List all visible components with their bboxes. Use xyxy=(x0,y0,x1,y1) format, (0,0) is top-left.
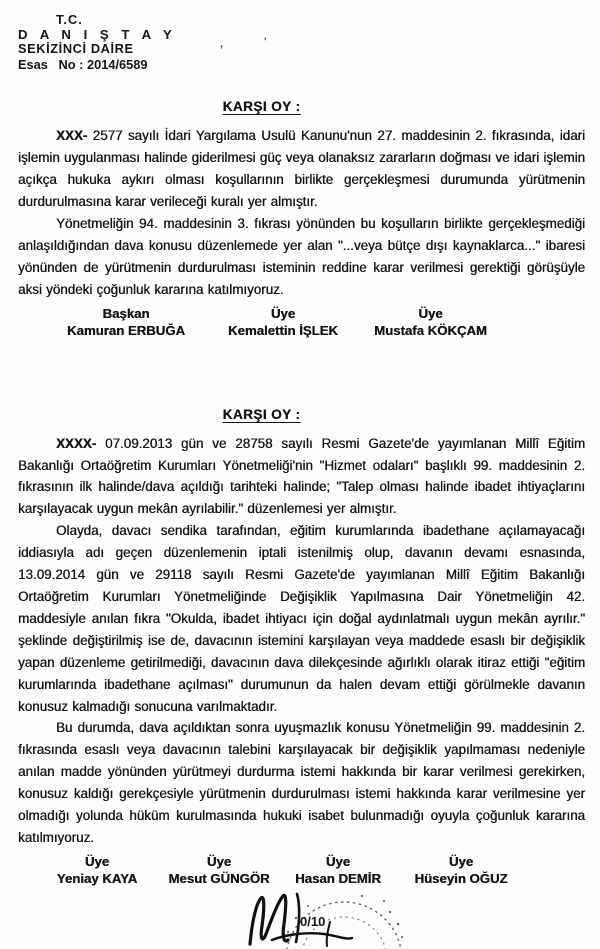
dissent-2-title: KARŞI OY : xyxy=(222,406,301,422)
dissent-2-paragraph xyxy=(18,433,585,521)
paragraph-text: Bu durumda, dava açıldıktan sonra uyuşmazlık konusu Yönetmeliğin 99. maddesinin 2. fıkrasında esaslı veya davacının talebini karşılayacak bir değişiklik yapılmaması nedeniyle anılan madde yönünden yürütmeyi durdurma istemi hakkında bir karar verilmesi gerekirken, konusuz kaldığı gerekçesiyle yürütmenin durdurulması istemi hakkında karar verilmesine yer olmadığı yolunda hüküm kurulmasında hukuki isabet bulunmadığı oyuyla çoğunluk kararına katılmıyoruz. xyxy=(18,720,585,845)
signature-block xyxy=(27,853,167,888)
signer-role: Üye xyxy=(84,853,110,869)
letterhead-court-name: D A N I Ş T A Y xyxy=(18,26,177,42)
signature-block xyxy=(36,305,216,340)
letterhead-tc: T.C. xyxy=(56,12,83,27)
scan-artifact: ' xyxy=(264,36,267,48)
signer-name: Mesut GÜNGÖR xyxy=(168,871,270,887)
signer-role: Üye xyxy=(270,305,296,321)
paragraph-text: 2577 sayılı İdari Yargılama Usulü Kanunu'nun 27. maddesinin 2. fıkrasında, idari işlemin uygulanması halinde giderilmesi güç veya olanaksız zararların doğması ve idari işlemin açıkça hukuka aykırı olması koşullarının birlikte gerçekleşmesi durumunda yürütmenin durdurulmasına karar verileceği kuralı yer almıştır. xyxy=(18,128,585,210)
dissent-2-paragraph xyxy=(18,520,585,717)
signer-role: Üye xyxy=(206,853,232,869)
letterhead-chamber: SEKİZİNCİ DAİRE xyxy=(18,41,134,57)
signer-name: Mustafa KÖKÇAM xyxy=(374,323,487,339)
signer-name: Yeniay KAYA xyxy=(56,871,138,887)
dissent-1-paragraph xyxy=(18,125,585,213)
document-body xyxy=(0,99,600,890)
paragraph-text: 07.09.2013 gün ve 28758 sayılı Resmi Gazete'de yayımlanan Millî Eğitim Bakanlığı Ortaöğretim Kurumları Yönetmeliği'nin "Hizmet odaları" başlıklı 99. maddesinin 2. fıkrasının ilk halinde/dava açıldığı tarihteki halinde; "Talep olması halinde ibadet ihtiyaçlarını karşılayacak uygun mekân ayrılabilir." düzenlemesi yer almıştır. xyxy=(18,435,585,517)
signer-name: Kamuran ERBUĞA xyxy=(67,323,185,339)
court-seal-and-signature xyxy=(212,874,432,949)
signer-role: Başkan xyxy=(102,305,150,321)
paragraph-text: Yönetmeliğin 94. maddesinin 3. fıkrası yönünden bu koşulların birlikte gerçekleşmediği anlaşıldığından dava konusu düzenlemede yer alan "...veya bütçe dışı kaynaklarca..." ibaresi yönünden de yürütmenin durdurulması isteminin reddine karar verilmesi gerektiği görüşüyle aksi yöndeki çoğunluk kararına katılmıyoruz. xyxy=(18,216,585,297)
paragraph-text: Olayda, davacı sendika tarafından, eğitim kurumlarında ibadethane açılamayacağı iddiasıyla adı geçen düzenlemenin iptali istenilmiş olup, davanın devamı esnasında, 13.09.2014 gün ve 29118 sayılı Resmi Gazete'de yayımlanan Millî Eğitim Bakanlığı Ortaöğretim Kurumları Yönetmeliğinde Değişiklik Yapılmasına Dair Yönetmeliğin 42. maddesiyle anılan fıkra "Okulda, ibadet ihtiyacı için doğal aydınlatmalı uygun mekân ayrılır." şeklinde değiştirilmiş ise de, davacının istemini karşılayan veya maddede esaslı bir değişiklik yapan düzenleme getirilmediği, davacının dava dilekçesinde ağırlıklı olarak itiraz ettiği "eğitim kurumlarında ibadethane açılması" durumunun da halen devam ettiği görülmekle davanın konusuz kalmadığı sonucuna varılmaktadır. xyxy=(18,523,585,714)
signature-block xyxy=(348,305,513,340)
paragraph-lead: XXXX- xyxy=(56,435,97,451)
scan-artifact: , xyxy=(220,38,224,50)
signer-role: Üye xyxy=(448,853,474,869)
signer-name: Hüseyin OĞUZ xyxy=(414,871,508,887)
signer-name: Kemalettin İŞLEK xyxy=(228,323,338,339)
signature-block xyxy=(203,305,363,340)
signature-row xyxy=(18,305,585,343)
dissent-2-paragraph xyxy=(18,717,585,848)
letterhead xyxy=(0,0,600,72)
case-number-line: Esas No : 2014/6589 xyxy=(18,56,148,72)
seal-signature-graphic xyxy=(212,874,432,949)
signer-name: Hasan DEMİR xyxy=(295,871,381,887)
paragraph-lead: XXX- xyxy=(56,128,88,144)
dissent-1-title: KARŞI OY : xyxy=(222,99,301,115)
page-number-text: 0/10 xyxy=(300,914,326,929)
signer-role: Üye xyxy=(325,853,351,869)
dissent-1-paragraph xyxy=(18,213,585,301)
signer-role: Üye xyxy=(418,305,443,321)
